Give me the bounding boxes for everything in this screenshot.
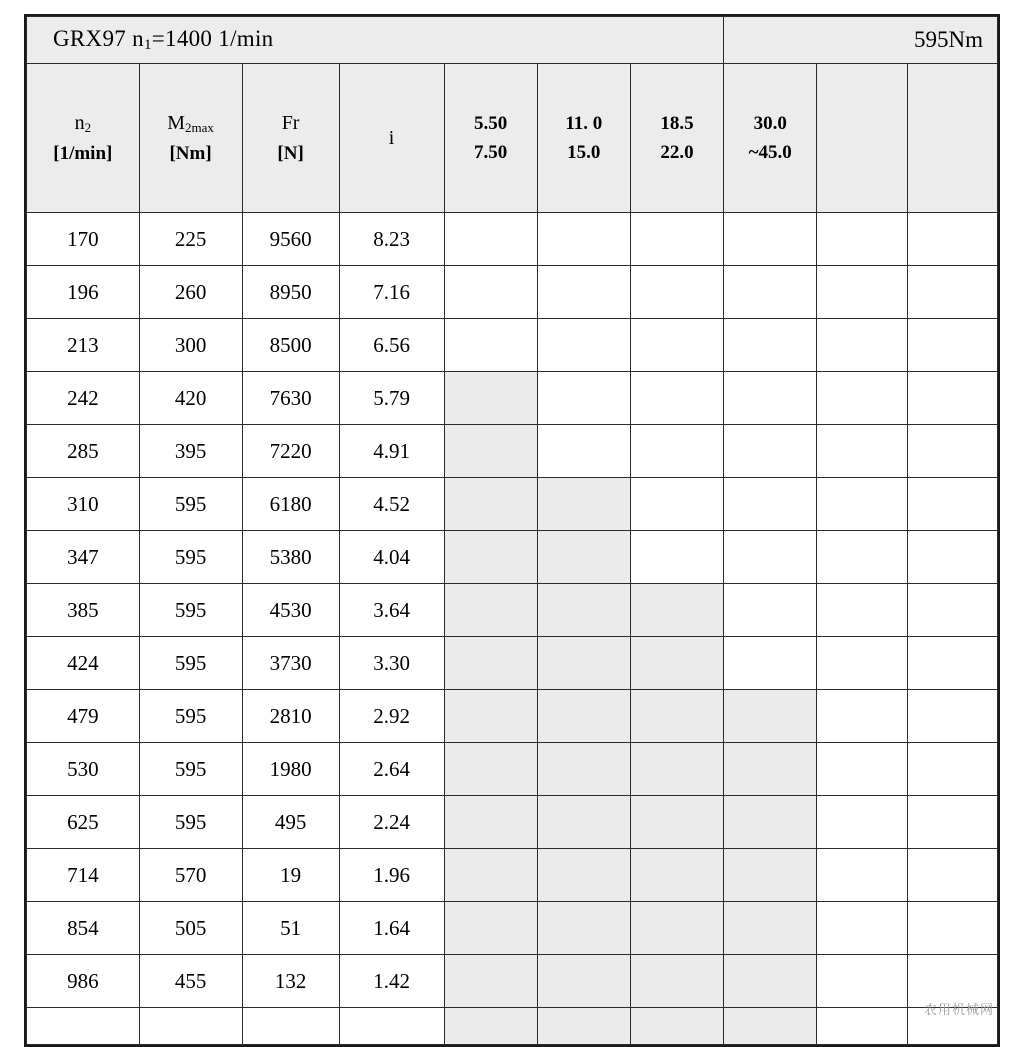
title-speed-value: =1400 1/min bbox=[151, 26, 274, 51]
header-power-30-0-45-0 bbox=[724, 64, 817, 213]
table-row bbox=[27, 372, 998, 425]
cell-m2max: 455 bbox=[139, 955, 242, 1008]
cell-m2max: 595 bbox=[139, 531, 242, 584]
cell-n2: 986 bbox=[27, 955, 140, 1008]
cell-i: 7.16 bbox=[339, 266, 444, 319]
table-row bbox=[27, 478, 998, 531]
cell-power-3 bbox=[630, 531, 723, 584]
cell-power-3 bbox=[630, 478, 723, 531]
cell-fr: 19 bbox=[242, 849, 339, 902]
cell-m2max: 595 bbox=[139, 743, 242, 796]
table-row bbox=[27, 584, 998, 637]
cell-m2max: 595 bbox=[139, 690, 242, 743]
cell-power-3 bbox=[630, 849, 723, 902]
cell-power-4 bbox=[724, 266, 817, 319]
cell-i: 2.24 bbox=[339, 796, 444, 849]
cell-power-1 bbox=[444, 531, 537, 584]
header-m2max-subscript: 2max bbox=[185, 119, 214, 135]
cell-power-1 bbox=[444, 372, 537, 425]
table-row bbox=[27, 849, 998, 902]
cell-fr: 8500 bbox=[242, 319, 339, 372]
cell-power-4 bbox=[724, 213, 817, 266]
cell-fr: 5380 bbox=[242, 531, 339, 584]
header-power-11-0-15-0 bbox=[537, 64, 630, 213]
cell-m2max: 595 bbox=[139, 478, 242, 531]
cell-fr: 6180 bbox=[242, 478, 339, 531]
header-blank-1 bbox=[817, 64, 907, 213]
cell-power-4 bbox=[724, 690, 817, 743]
cell-power-3 bbox=[630, 690, 723, 743]
cell-power-2 bbox=[537, 902, 630, 955]
cell-power-3 bbox=[630, 955, 723, 1008]
table-row bbox=[27, 796, 998, 849]
cell-power-6 bbox=[907, 849, 997, 902]
header-power-30-0: 30.0 bbox=[753, 112, 787, 134]
cell-power-4 bbox=[724, 319, 817, 372]
cell-m2max: 395 bbox=[139, 425, 242, 478]
cell-power-5 bbox=[817, 1008, 907, 1045]
header-power-45-0: ~45.0 bbox=[748, 142, 792, 163]
cell-power-5 bbox=[817, 319, 907, 372]
cell-power-2 bbox=[537, 690, 630, 743]
cell-m2max: 595 bbox=[139, 637, 242, 690]
cell-m2max: 595 bbox=[139, 796, 242, 849]
table-header-row bbox=[27, 64, 998, 213]
table-row bbox=[27, 425, 998, 478]
cell-n2: 714 bbox=[27, 849, 140, 902]
table-row bbox=[27, 690, 998, 743]
cell-power-5 bbox=[817, 743, 907, 796]
watermark: 农用机械网 bbox=[923, 1003, 994, 1018]
cell-n2: 170 bbox=[27, 213, 140, 266]
header-i bbox=[339, 64, 444, 213]
cell-power-6 bbox=[907, 266, 997, 319]
cell-power-2 bbox=[537, 955, 630, 1008]
table-row bbox=[27, 319, 998, 372]
cell-power-6 bbox=[907, 637, 997, 690]
header-m2max bbox=[139, 64, 242, 213]
cell-i: 1.96 bbox=[339, 849, 444, 902]
cell-power-1 bbox=[444, 584, 537, 637]
header-power-7-50: 7.50 bbox=[473, 142, 508, 163]
cell-power-5 bbox=[817, 266, 907, 319]
cell-power-4 bbox=[724, 425, 817, 478]
header-power-5-50-7-50 bbox=[444, 64, 537, 213]
cell-fr: 8950 bbox=[242, 266, 339, 319]
cell-n2: 213 bbox=[27, 319, 140, 372]
cell-fr: 4530 bbox=[242, 584, 339, 637]
cell-n2: 310 bbox=[27, 478, 140, 531]
cell-power-6 bbox=[907, 743, 997, 796]
header-m2max-symbol: M bbox=[167, 111, 186, 134]
cell-m2max: 420 bbox=[139, 372, 242, 425]
cell-power-5 bbox=[817, 478, 907, 531]
cell-m2max: 505 bbox=[139, 902, 242, 955]
cell-power-5 bbox=[817, 796, 907, 849]
table-row bbox=[27, 955, 998, 1008]
cell-power-4 bbox=[724, 584, 817, 637]
table-row bbox=[27, 266, 998, 319]
cell-power-6 bbox=[907, 902, 997, 955]
cell-power-1 bbox=[444, 637, 537, 690]
cell-i: 1.64 bbox=[339, 902, 444, 955]
header-power-5-50: 5.50 bbox=[473, 112, 508, 134]
cell-fr: 7630 bbox=[242, 372, 339, 425]
title-speed-symbol: n bbox=[132, 26, 144, 51]
cell-n2: 285 bbox=[27, 425, 140, 478]
cell-power-1 bbox=[444, 796, 537, 849]
cell-power-1 bbox=[444, 319, 537, 372]
cell-power-6 bbox=[907, 213, 997, 266]
title-model-speed bbox=[27, 17, 724, 64]
cell-power-1 bbox=[444, 955, 537, 1008]
header-n2-subscript: 2 bbox=[84, 119, 92, 135]
cell-power-5 bbox=[817, 849, 907, 902]
cell-n2: 385 bbox=[27, 584, 140, 637]
cell-fr: 495 bbox=[242, 796, 339, 849]
cell-power-4 bbox=[724, 637, 817, 690]
cell-fr: 132 bbox=[242, 955, 339, 1008]
cell-power-5 bbox=[817, 955, 907, 1008]
table-row-partial bbox=[27, 1008, 998, 1045]
cell-i: 4.52 bbox=[339, 478, 444, 531]
cell-fr: 51 bbox=[242, 902, 339, 955]
cell-power-1 bbox=[444, 478, 537, 531]
header-n2-symbol: n bbox=[74, 111, 85, 134]
cell-fr: 3730 bbox=[242, 637, 339, 690]
cell-m2max: 260 bbox=[139, 266, 242, 319]
cell-power-5 bbox=[817, 584, 907, 637]
cell-power-1 bbox=[444, 849, 537, 902]
cell-power-4 bbox=[724, 531, 817, 584]
cell-power-2 bbox=[537, 743, 630, 796]
table-title-row bbox=[27, 17, 998, 64]
cell-power-1 bbox=[444, 1008, 537, 1045]
title-model: GRX97 bbox=[53, 26, 127, 51]
cell-n2: 479 bbox=[27, 690, 140, 743]
cell-power-2 bbox=[537, 1008, 630, 1045]
cell-power-3 bbox=[630, 213, 723, 266]
cell-power-3 bbox=[630, 584, 723, 637]
cell-power-2 bbox=[537, 478, 630, 531]
cell-power-1 bbox=[444, 266, 537, 319]
gear-ratio-table bbox=[26, 16, 998, 1045]
cell-power-2 bbox=[537, 796, 630, 849]
cell-power-2 bbox=[537, 372, 630, 425]
cell-i: 4.91 bbox=[339, 425, 444, 478]
cell-n2: 854 bbox=[27, 902, 140, 955]
cell-power-6 bbox=[907, 531, 997, 584]
title-torque: 595Nm bbox=[724, 17, 998, 64]
cell-power-1 bbox=[444, 425, 537, 478]
cell-power-3 bbox=[630, 743, 723, 796]
title-speed-subscript: 1 bbox=[143, 37, 152, 53]
cell-power-6 bbox=[907, 425, 997, 478]
cell-power-5 bbox=[817, 690, 907, 743]
cell-power-6 bbox=[907, 690, 997, 743]
cell-m2max: 225 bbox=[139, 213, 242, 266]
cell-n2: 625 bbox=[27, 796, 140, 849]
cell-m2max: 595 bbox=[139, 584, 242, 637]
cell-i: 2.92 bbox=[339, 690, 444, 743]
header-power-18-5: 18.5 bbox=[660, 112, 694, 134]
cell-n2: 424 bbox=[27, 637, 140, 690]
cell-n2: 347 bbox=[27, 531, 140, 584]
cell-power-2 bbox=[537, 425, 630, 478]
cell-n2 bbox=[27, 1008, 140, 1045]
header-i-symbol: i bbox=[388, 126, 395, 149]
cell-power-2 bbox=[537, 584, 630, 637]
header-m2max-unit: [Nm] bbox=[169, 142, 212, 164]
cell-power-6 bbox=[907, 796, 997, 849]
cell-power-4 bbox=[724, 372, 817, 425]
cell-power-5 bbox=[817, 372, 907, 425]
cell-fr bbox=[242, 1008, 339, 1045]
cell-i: 5.79 bbox=[339, 372, 444, 425]
cell-power-4 bbox=[724, 478, 817, 531]
cell-i: 6.56 bbox=[339, 319, 444, 372]
cell-power-4 bbox=[724, 796, 817, 849]
cell-m2max bbox=[139, 1008, 242, 1045]
cell-power-3 bbox=[630, 637, 723, 690]
cell-power-6 bbox=[907, 372, 997, 425]
header-power-22-0: 22.0 bbox=[660, 142, 694, 163]
cell-n2: 196 bbox=[27, 266, 140, 319]
header-power-15-0: 15.0 bbox=[567, 142, 601, 163]
header-fr-unit: [N] bbox=[277, 142, 304, 164]
cell-power-1 bbox=[444, 902, 537, 955]
table-row bbox=[27, 531, 998, 584]
cell-n2: 242 bbox=[27, 372, 140, 425]
cell-power-2 bbox=[537, 531, 630, 584]
header-power-18-5-22-0 bbox=[630, 64, 723, 213]
cell-i: 4.04 bbox=[339, 531, 444, 584]
cell-i: 3.30 bbox=[339, 637, 444, 690]
cell-power-4 bbox=[724, 849, 817, 902]
cell-power-2 bbox=[537, 319, 630, 372]
cell-i: 2.64 bbox=[339, 743, 444, 796]
cell-power-5 bbox=[817, 213, 907, 266]
cell-power-5 bbox=[817, 425, 907, 478]
cell-power-1 bbox=[444, 690, 537, 743]
cell-fr: 2810 bbox=[242, 690, 339, 743]
header-fr bbox=[242, 64, 339, 213]
cell-n2: 530 bbox=[27, 743, 140, 796]
cell-power-3 bbox=[630, 319, 723, 372]
cell-power-5 bbox=[817, 637, 907, 690]
table-row bbox=[27, 902, 998, 955]
spec-table-sheet bbox=[24, 14, 1000, 1047]
cell-power-2 bbox=[537, 213, 630, 266]
cell-power-2 bbox=[537, 849, 630, 902]
cell-fr: 1980 bbox=[242, 743, 339, 796]
cell-power-5 bbox=[817, 531, 907, 584]
cell-power-3 bbox=[630, 902, 723, 955]
cell-power-3 bbox=[630, 796, 723, 849]
cell-power-2 bbox=[537, 637, 630, 690]
cell-power-5 bbox=[817, 902, 907, 955]
cell-power-4 bbox=[724, 902, 817, 955]
cell-power-2 bbox=[537, 266, 630, 319]
cell-fr: 7220 bbox=[242, 425, 339, 478]
header-blank-2 bbox=[907, 64, 997, 213]
cell-m2max: 300 bbox=[139, 319, 242, 372]
cell-i: 1.42 bbox=[339, 955, 444, 1008]
cell-power-6 bbox=[907, 319, 997, 372]
cell-i: 8.23 bbox=[339, 213, 444, 266]
cell-power-4 bbox=[724, 743, 817, 796]
cell-i: 3.64 bbox=[339, 584, 444, 637]
cell-fr: 9560 bbox=[242, 213, 339, 266]
cell-power-1 bbox=[444, 743, 537, 796]
header-n2 bbox=[27, 64, 140, 213]
cell-power-3 bbox=[630, 1008, 723, 1045]
cell-i bbox=[339, 1008, 444, 1045]
cell-power-3 bbox=[630, 372, 723, 425]
header-n2-unit: [1/min] bbox=[53, 142, 113, 164]
header-power-11-0: 11. 0 bbox=[565, 112, 603, 134]
cell-power-4 bbox=[724, 955, 817, 1008]
cell-power-1 bbox=[444, 213, 537, 266]
cell-power-6 bbox=[907, 478, 997, 531]
header-fr-symbol: Fr bbox=[281, 111, 300, 134]
cell-power-3 bbox=[630, 266, 723, 319]
cell-m2max: 570 bbox=[139, 849, 242, 902]
table-row bbox=[27, 743, 998, 796]
table-row bbox=[27, 213, 998, 266]
cell-power-4 bbox=[724, 1008, 817, 1045]
table-row bbox=[27, 637, 998, 690]
cell-power-3 bbox=[630, 425, 723, 478]
cell-power-6 bbox=[907, 584, 997, 637]
